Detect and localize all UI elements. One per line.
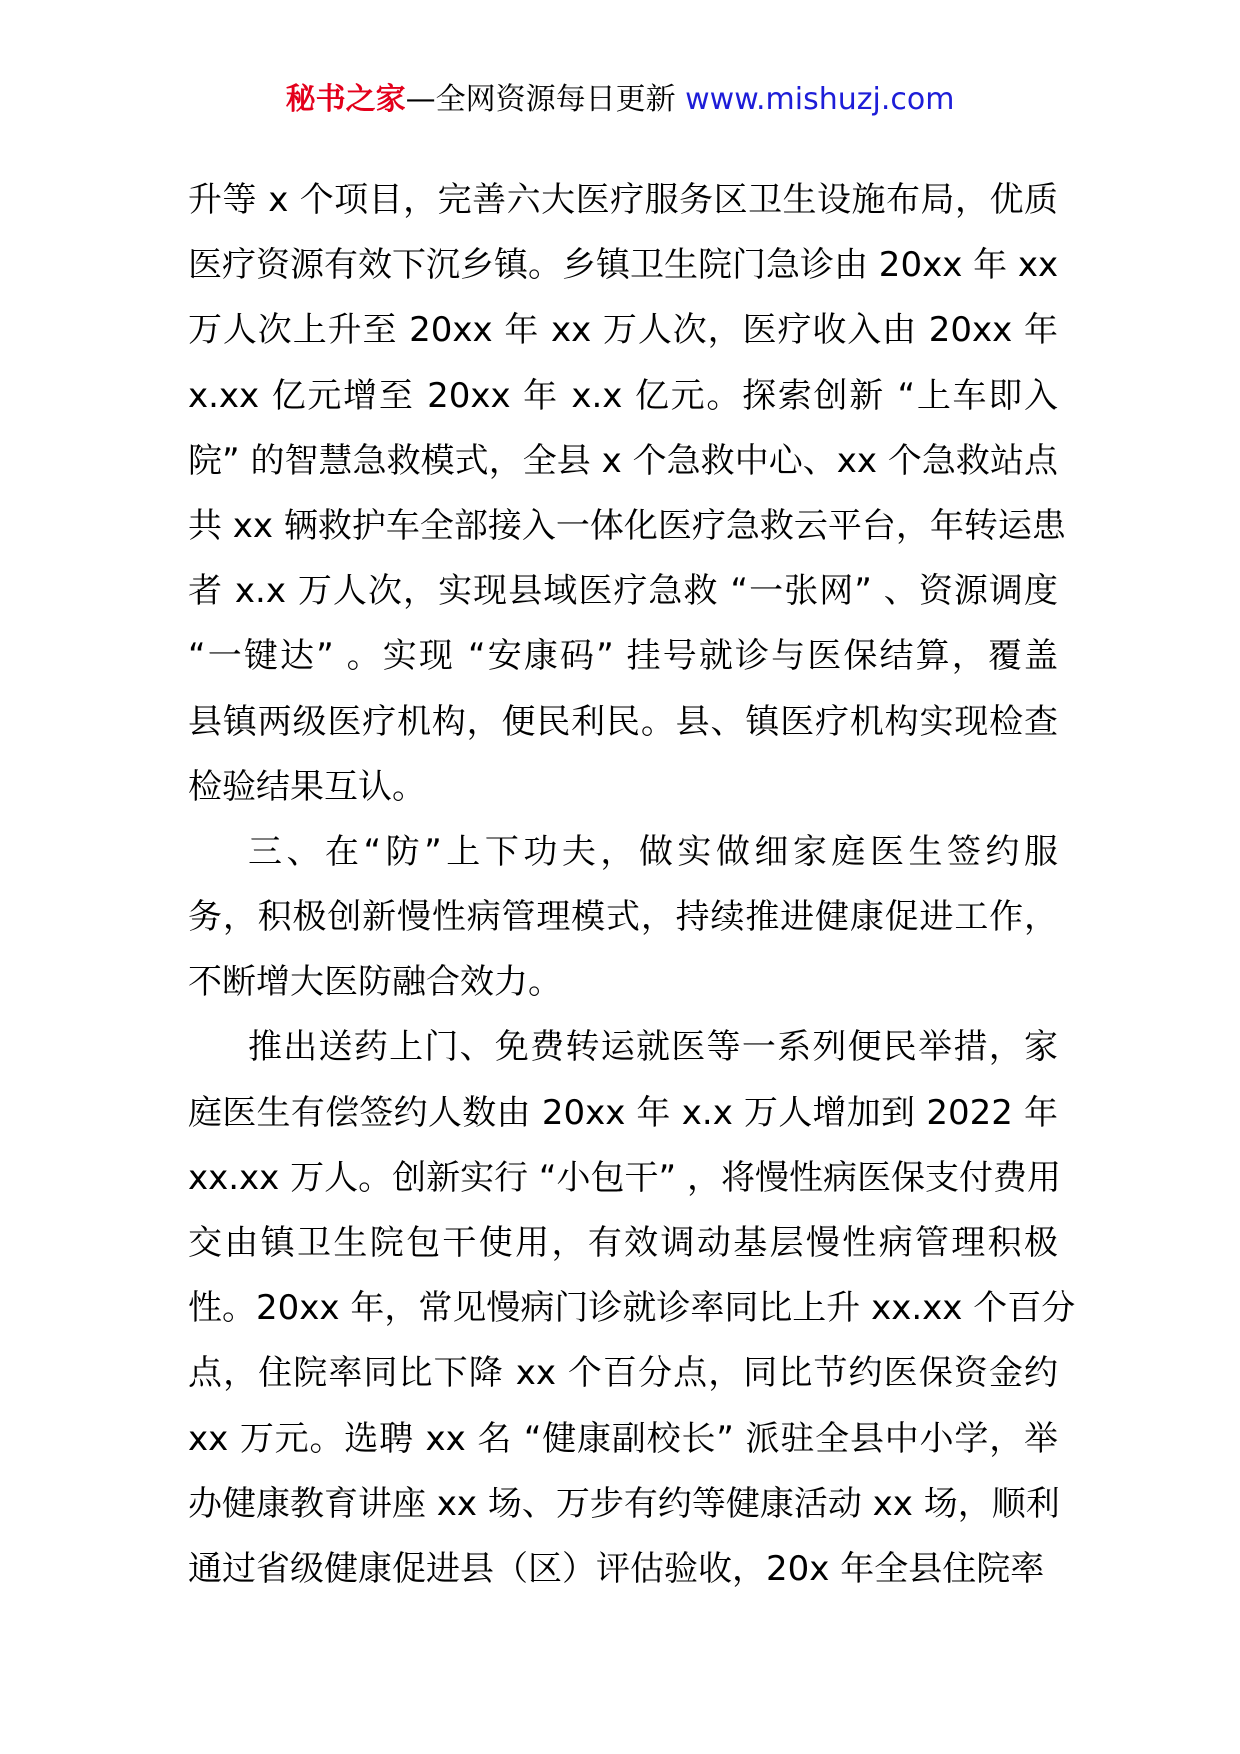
document-body (188, 168, 1076, 1602)
website-url[interactable]: www.mishuzj.com (685, 82, 955, 117)
text-line: 交由镇卫生院包干使用，有效调动基层慢性病管理积极 (188, 1223, 1058, 1263)
brand-name: 秘书之家 (285, 82, 406, 117)
text-line: 不断增大医防融合效力。 (188, 962, 562, 1003)
text-line: 推出送药上门、免费转运就医等一系列便民举措，家 (248, 1027, 1058, 1068)
text-line: 通过省级健康促进县（区）评估验收，20x 年全县住院率 (188, 1548, 1045, 1589)
text-line: 务，积极创新慢性病管理模式，持续推进健康促进工作， (188, 897, 1058, 938)
text-line: 万人次上升至 20xx 年 xx 万人次，医疗收入由 20xx 年 (188, 310, 1058, 351)
text-line: 者 x.x 万人次，实现县域医疗急救 “一张网” 、资源调度 (188, 571, 1058, 612)
text-line: 性。20xx 年，常见慢病门诊就诊率同比上升 xx.xx 个百分 (188, 1288, 1076, 1329)
text-line: 庭医生有偿签约人数由 20xx 年 x.x 万人增加到 2022 年 (188, 1092, 1058, 1133)
text-line: 点，住院率同比下降 xx 个百分点，同比节约医保资金约 (188, 1353, 1058, 1394)
text-line: 院” 的智慧急救模式，全县 x 个急救中心、xx 个急救站点 (188, 440, 1058, 481)
page-header (0, 78, 1240, 122)
text-line: xx.xx 万人。创新实行 “小包干” ，将慢性病医保支付费用 (188, 1157, 1061, 1198)
paragraph (188, 168, 1066, 820)
paragraph (188, 1015, 1076, 1602)
text-line: 县镇两级医疗机构，便民利民。县、镇医疗机构实现检查 (188, 701, 1058, 742)
text-line: “一键达” 。实现 “安康码” 挂号就诊与医保结算，覆盖 (188, 636, 1058, 677)
text-line: 升等 x 个项目，完善六大医疗服务区卫生设施布局，优质 (188, 180, 1058, 220)
paragraph (188, 820, 1058, 1016)
text-line: x.xx 亿元增至 20xx 年 x.x 亿元。探索创新 “上车即入 (188, 375, 1058, 416)
text-line: 三、在“防”上下功夫，做实做细家庭医生签约服 (248, 831, 1058, 872)
text-line: 办健康教育讲座 xx 场、万步有约等健康活动 xx 场，顺利 (188, 1483, 1060, 1524)
text-line: 共 xx 辆救护车全部接入一体化医疗急救云平台，年转运患 (188, 505, 1066, 546)
text-line: xx 万元。选聘 xx 名 “健康副校长” 派驻全县中小学，举 (188, 1418, 1058, 1459)
header-slogan: —全网资源每日更新 (405, 82, 686, 117)
text-line: 检验结果互认。 (188, 766, 426, 807)
text-line: 医疗资源有效下沉乡镇。乡镇卫生院门急诊由 20xx 年 xx (188, 245, 1059, 286)
